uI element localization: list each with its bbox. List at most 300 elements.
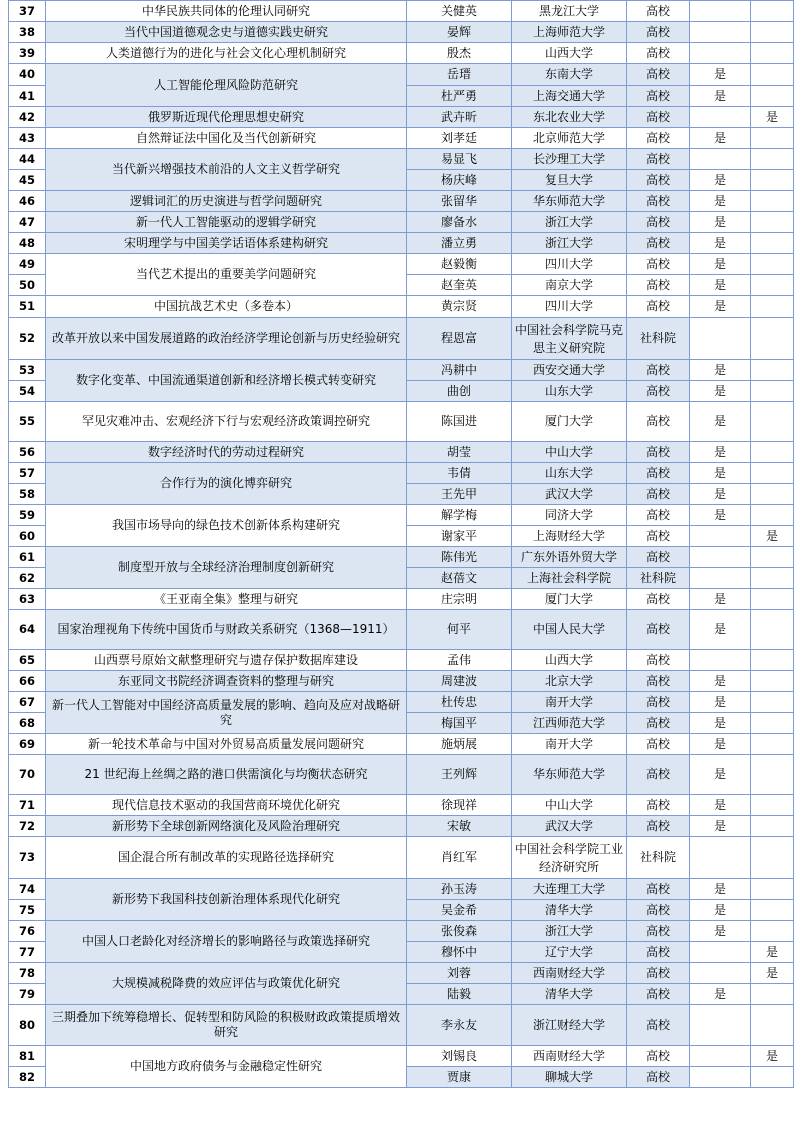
flag-column-b bbox=[751, 879, 794, 900]
institution-type: 高校 bbox=[627, 650, 690, 671]
flag-column-a bbox=[690, 1005, 751, 1046]
principal-investigator: 贾康 bbox=[407, 1067, 512, 1088]
principal-investigator: 吴金希 bbox=[407, 900, 512, 921]
institution-type: 高校 bbox=[627, 547, 690, 568]
project-title: 国家治理视角下传统中国货币与财政关系研究（1368—1911） bbox=[46, 610, 407, 650]
institution-type: 高校 bbox=[627, 43, 690, 64]
flag-column-b bbox=[751, 1067, 794, 1088]
project-title: 当代艺术提出的重要美学问题研究 bbox=[46, 254, 407, 296]
row-number: 70 bbox=[9, 755, 46, 795]
table-row bbox=[9, 212, 794, 233]
row-number: 40 bbox=[9, 64, 46, 86]
flag-column-b: 是 bbox=[751, 107, 794, 128]
project-title: 宋明理学与中国美学话语体系建构研究 bbox=[46, 233, 407, 254]
project-title: 新形势下我国科技创新治理体系现代化研究 bbox=[46, 879, 407, 921]
project-title: 改革开放以来中国发展道路的政治经济学理论创新与历史经验研究 bbox=[46, 318, 407, 360]
institution-type: 高校 bbox=[627, 984, 690, 1005]
flag-column-b bbox=[751, 360, 794, 381]
institution-type: 高校 bbox=[627, 233, 690, 254]
institution-type: 高校 bbox=[627, 1005, 690, 1046]
institution-type: 高校 bbox=[627, 296, 690, 318]
institution-type: 高校 bbox=[627, 692, 690, 713]
flag-column-a bbox=[690, 963, 751, 984]
project-title: 数字经济时代的劳动过程研究 bbox=[46, 442, 407, 463]
row-number: 67 bbox=[9, 692, 46, 713]
row-number: 50 bbox=[9, 275, 46, 296]
row-number: 53 bbox=[9, 360, 46, 381]
row-number: 71 bbox=[9, 795, 46, 816]
flag-column-a: 是 bbox=[690, 233, 751, 254]
flag-column-b bbox=[751, 547, 794, 568]
flag-column-b bbox=[751, 984, 794, 1005]
institution: 南开大学 bbox=[512, 692, 627, 713]
row-number: 62 bbox=[9, 568, 46, 589]
institution-type: 高校 bbox=[627, 505, 690, 526]
flag-column-b bbox=[751, 86, 794, 107]
institution-type: 高校 bbox=[627, 879, 690, 900]
institution: 东南大学 bbox=[512, 64, 627, 86]
project-title: 《王亚南全集》整理与研究 bbox=[46, 589, 407, 610]
table-row bbox=[9, 671, 794, 692]
institution: 山西大学 bbox=[512, 650, 627, 671]
table-row bbox=[9, 149, 794, 170]
institution-type: 高校 bbox=[627, 671, 690, 692]
table-row bbox=[9, 318, 794, 360]
table-row bbox=[9, 402, 794, 442]
project-title: 当代中国道德观念史与道德实践史研究 bbox=[46, 22, 407, 43]
table-row bbox=[9, 650, 794, 671]
flag-column-a: 是 bbox=[690, 296, 751, 318]
flag-column-a: 是 bbox=[690, 64, 751, 86]
institution-type: 高校 bbox=[627, 795, 690, 816]
institution-type: 高校 bbox=[627, 921, 690, 942]
flag-column-b bbox=[751, 692, 794, 713]
table-row bbox=[9, 22, 794, 43]
table-row bbox=[9, 879, 794, 900]
principal-investigator: 陆毅 bbox=[407, 984, 512, 1005]
project-title: 我国市场导向的绿色技术创新体系构建研究 bbox=[46, 505, 407, 547]
institution-type: 高校 bbox=[627, 64, 690, 86]
table-row bbox=[9, 254, 794, 275]
flag-column-b bbox=[751, 1005, 794, 1046]
flag-column-b bbox=[751, 837, 794, 879]
flag-column-b bbox=[751, 1, 794, 22]
institution: 广东外语外贸大学 bbox=[512, 547, 627, 568]
project-title: 中国人口老龄化对经济增长的影响路径与政策选择研究 bbox=[46, 921, 407, 963]
flag-column-a bbox=[690, 650, 751, 671]
table-row bbox=[9, 191, 794, 212]
project-title: 中国抗战艺术史（多卷本） bbox=[46, 296, 407, 318]
table-row bbox=[9, 128, 794, 149]
flag-column-a: 是 bbox=[690, 484, 751, 505]
flag-column-a: 是 bbox=[690, 86, 751, 107]
row-number: 42 bbox=[9, 107, 46, 128]
project-title: 数字化变革、中国流通渠道创新和经济增长模式转变研究 bbox=[46, 360, 407, 402]
flag-column-a bbox=[690, 149, 751, 170]
flag-column-a bbox=[690, 837, 751, 879]
institution: 清华大学 bbox=[512, 900, 627, 921]
project-title: 俄罗斯近现代伦理思想史研究 bbox=[46, 107, 407, 128]
project-title: 21 世纪海上丝绸之路的港口供需演化与均衡状态研究 bbox=[46, 755, 407, 795]
table-row bbox=[9, 43, 794, 64]
flag-column-a: 是 bbox=[690, 984, 751, 1005]
table-row bbox=[9, 816, 794, 837]
principal-investigator: 孟伟 bbox=[407, 650, 512, 671]
institution: 长沙理工大学 bbox=[512, 149, 627, 170]
institution-type: 高校 bbox=[627, 900, 690, 921]
institution-type: 高校 bbox=[627, 170, 690, 191]
principal-investigator: 肖红军 bbox=[407, 837, 512, 879]
institution: 西南财经大学 bbox=[512, 963, 627, 984]
table-row bbox=[9, 505, 794, 526]
flag-column-b bbox=[751, 170, 794, 191]
institution: 浙江大学 bbox=[512, 212, 627, 233]
institution: 上海师范大学 bbox=[512, 22, 627, 43]
principal-investigator: 徐现祥 bbox=[407, 795, 512, 816]
row-number: 60 bbox=[9, 526, 46, 547]
flag-column-b bbox=[751, 442, 794, 463]
principal-investigator: 刘锡良 bbox=[407, 1046, 512, 1067]
flag-column-b bbox=[751, 921, 794, 942]
table-row bbox=[9, 107, 794, 128]
flag-column-b bbox=[751, 795, 794, 816]
flag-column-a: 是 bbox=[690, 360, 751, 381]
flag-column-b bbox=[751, 381, 794, 402]
project-title: 新一代人工智能驱动的逻辑学研究 bbox=[46, 212, 407, 233]
institution: 浙江财经大学 bbox=[512, 1005, 627, 1046]
row-number: 63 bbox=[9, 589, 46, 610]
flag-column-a: 是 bbox=[690, 463, 751, 484]
institution-type: 高校 bbox=[627, 149, 690, 170]
institution: 西南财经大学 bbox=[512, 1046, 627, 1067]
flag-column-a bbox=[690, 942, 751, 963]
principal-investigator: 赵奎英 bbox=[407, 275, 512, 296]
flag-column-a bbox=[690, 107, 751, 128]
flag-column-b bbox=[751, 900, 794, 921]
flag-column-a bbox=[690, 526, 751, 547]
project-title: 制度型开放与全球经济治理制度创新研究 bbox=[46, 547, 407, 589]
flag-column-b bbox=[751, 191, 794, 212]
table-row bbox=[9, 921, 794, 942]
project-title: 自然辩证法中国化及当代创新研究 bbox=[46, 128, 407, 149]
row-number: 82 bbox=[9, 1067, 46, 1088]
row-number: 78 bbox=[9, 963, 46, 984]
principal-investigator: 武卉昕 bbox=[407, 107, 512, 128]
principal-investigator: 冯耕中 bbox=[407, 360, 512, 381]
institution-type: 高校 bbox=[627, 526, 690, 547]
flag-column-a: 是 bbox=[690, 254, 751, 275]
institution: 中国社会科学院工业经济研究所 bbox=[512, 837, 627, 879]
table-row bbox=[9, 837, 794, 879]
institution: 辽宁大学 bbox=[512, 942, 627, 963]
row-number: 68 bbox=[9, 713, 46, 734]
flag-column-b bbox=[751, 275, 794, 296]
institution: 南开大学 bbox=[512, 734, 627, 755]
principal-investigator: 张俊森 bbox=[407, 921, 512, 942]
flag-column-b: 是 bbox=[751, 963, 794, 984]
principal-investigator: 施炳展 bbox=[407, 734, 512, 755]
row-number: 61 bbox=[9, 547, 46, 568]
row-number: 69 bbox=[9, 734, 46, 755]
project-title: 当代新兴增强技术前沿的人文主义哲学研究 bbox=[46, 149, 407, 191]
flag-column-a: 是 bbox=[690, 505, 751, 526]
row-number: 45 bbox=[9, 170, 46, 191]
institution-type: 高校 bbox=[627, 755, 690, 795]
flag-column-a: 是 bbox=[690, 381, 751, 402]
institution-type: 高校 bbox=[627, 128, 690, 149]
principal-investigator: 杜严勇 bbox=[407, 86, 512, 107]
flag-column-a: 是 bbox=[690, 900, 751, 921]
principal-investigator: 杨庆峰 bbox=[407, 170, 512, 191]
institution: 中国社会科学院马克思主义研究院 bbox=[512, 318, 627, 360]
principal-investigator: 孙玉涛 bbox=[407, 879, 512, 900]
flag-column-b bbox=[751, 671, 794, 692]
principal-investigator: 程恩富 bbox=[407, 318, 512, 360]
institution: 黑龙江大学 bbox=[512, 1, 627, 22]
institution: 上海交通大学 bbox=[512, 86, 627, 107]
flag-column-b bbox=[751, 128, 794, 149]
table-row bbox=[9, 963, 794, 984]
table-row bbox=[9, 1, 794, 22]
institution-type: 高校 bbox=[627, 463, 690, 484]
principal-investigator: 黄宗贤 bbox=[407, 296, 512, 318]
table-row bbox=[9, 734, 794, 755]
table-row bbox=[9, 360, 794, 381]
principal-investigator: 解学梅 bbox=[407, 505, 512, 526]
row-number: 48 bbox=[9, 233, 46, 254]
institution-type: 高校 bbox=[627, 381, 690, 402]
row-number: 41 bbox=[9, 86, 46, 107]
flag-column-b bbox=[751, 484, 794, 505]
flag-column-b bbox=[751, 755, 794, 795]
principal-investigator: 刘孝廷 bbox=[407, 128, 512, 149]
project-table bbox=[8, 0, 794, 1088]
principal-investigator: 曲创 bbox=[407, 381, 512, 402]
flag-column-a: 是 bbox=[690, 921, 751, 942]
principal-investigator: 赵毅衡 bbox=[407, 254, 512, 275]
flag-column-b bbox=[751, 296, 794, 318]
row-number: 66 bbox=[9, 671, 46, 692]
project-title: 新形势下全球创新网络演化及风险治理研究 bbox=[46, 816, 407, 837]
principal-investigator: 廖备水 bbox=[407, 212, 512, 233]
flag-column-b bbox=[751, 233, 794, 254]
flag-column-b bbox=[751, 212, 794, 233]
row-number: 54 bbox=[9, 381, 46, 402]
institution: 江西师范大学 bbox=[512, 713, 627, 734]
principal-investigator: 陈国进 bbox=[407, 402, 512, 442]
row-number: 46 bbox=[9, 191, 46, 212]
principal-investigator: 宋敏 bbox=[407, 816, 512, 837]
flag-column-a: 是 bbox=[690, 795, 751, 816]
row-number: 73 bbox=[9, 837, 46, 879]
project-title: 合作行为的演化博弈研究 bbox=[46, 463, 407, 505]
row-number: 37 bbox=[9, 1, 46, 22]
principal-investigator: 潘立勇 bbox=[407, 233, 512, 254]
flag-column-b: 是 bbox=[751, 1046, 794, 1067]
flag-column-b bbox=[751, 713, 794, 734]
project-title: 新一轮技术革命与中国对外贸易高质量发展问题研究 bbox=[46, 734, 407, 755]
table-row bbox=[9, 463, 794, 484]
flag-column-a bbox=[690, 547, 751, 568]
row-number: 75 bbox=[9, 900, 46, 921]
institution: 四川大学 bbox=[512, 296, 627, 318]
institution: 中山大学 bbox=[512, 442, 627, 463]
principal-investigator: 易显飞 bbox=[407, 149, 512, 170]
flag-column-b bbox=[751, 568, 794, 589]
table-row bbox=[9, 547, 794, 568]
flag-column-b bbox=[751, 22, 794, 43]
flag-column-a bbox=[690, 568, 751, 589]
flag-column-a: 是 bbox=[690, 191, 751, 212]
flag-column-b: 是 bbox=[751, 526, 794, 547]
row-number: 74 bbox=[9, 879, 46, 900]
flag-column-a bbox=[690, 1, 751, 22]
flag-column-a: 是 bbox=[690, 589, 751, 610]
institution: 北京师范大学 bbox=[512, 128, 627, 149]
flag-column-a: 是 bbox=[690, 879, 751, 900]
institution: 厦门大学 bbox=[512, 402, 627, 442]
flag-column-a: 是 bbox=[690, 212, 751, 233]
table-row bbox=[9, 692, 794, 713]
flag-column-b bbox=[751, 505, 794, 526]
project-title: 罕见灾难冲击、宏观经济下行与宏观经济政策调控研究 bbox=[46, 402, 407, 442]
project-title: 逻辑词汇的历史演进与哲学问题研究 bbox=[46, 191, 407, 212]
project-title: 人工智能伦理风险防范研究 bbox=[46, 64, 407, 107]
flag-column-b bbox=[751, 734, 794, 755]
row-number: 58 bbox=[9, 484, 46, 505]
row-number: 64 bbox=[9, 610, 46, 650]
principal-investigator: 赵蓓文 bbox=[407, 568, 512, 589]
institution: 东北农业大学 bbox=[512, 107, 627, 128]
institution-type: 高校 bbox=[627, 816, 690, 837]
flag-column-b bbox=[751, 149, 794, 170]
institution: 上海财经大学 bbox=[512, 526, 627, 547]
flag-column-a: 是 bbox=[690, 442, 751, 463]
flag-column-a: 是 bbox=[690, 128, 751, 149]
institution-type: 社科院 bbox=[627, 318, 690, 360]
flag-column-a bbox=[690, 1067, 751, 1088]
flag-column-a: 是 bbox=[690, 734, 751, 755]
institution: 浙江大学 bbox=[512, 921, 627, 942]
flag-column-a: 是 bbox=[690, 713, 751, 734]
project-table-body bbox=[9, 1, 794, 1088]
table-row bbox=[9, 610, 794, 650]
institution: 武汉大学 bbox=[512, 816, 627, 837]
institution: 聊城大学 bbox=[512, 1067, 627, 1088]
institution-type: 高校 bbox=[627, 734, 690, 755]
row-number: 47 bbox=[9, 212, 46, 233]
flag-column-b bbox=[751, 816, 794, 837]
institution-type: 高校 bbox=[627, 1067, 690, 1088]
row-number: 52 bbox=[9, 318, 46, 360]
institution-type: 社科院 bbox=[627, 568, 690, 589]
institution: 西安交通大学 bbox=[512, 360, 627, 381]
row-number: 55 bbox=[9, 402, 46, 442]
institution-type: 高校 bbox=[627, 107, 690, 128]
principal-investigator: 李永友 bbox=[407, 1005, 512, 1046]
project-title: 新一代人工智能对中国经济高质量发展的影响、趋向及应对战略研究 bbox=[46, 692, 407, 734]
institution: 山东大学 bbox=[512, 463, 627, 484]
row-number: 49 bbox=[9, 254, 46, 275]
institution-type: 高校 bbox=[627, 86, 690, 107]
table-row bbox=[9, 442, 794, 463]
institution: 中山大学 bbox=[512, 795, 627, 816]
principal-investigator: 梅国平 bbox=[407, 713, 512, 734]
institution: 上海社会科学院 bbox=[512, 568, 627, 589]
principal-investigator: 晏辉 bbox=[407, 22, 512, 43]
flag-column-a: 是 bbox=[690, 671, 751, 692]
institution-type: 高校 bbox=[627, 212, 690, 233]
institution-type: 高校 bbox=[627, 942, 690, 963]
flag-column-b bbox=[751, 254, 794, 275]
row-number: 80 bbox=[9, 1005, 46, 1046]
flag-column-a bbox=[690, 22, 751, 43]
principal-investigator: 殷杰 bbox=[407, 43, 512, 64]
institution: 山西大学 bbox=[512, 43, 627, 64]
flag-column-b bbox=[751, 64, 794, 86]
institution: 厦门大学 bbox=[512, 589, 627, 610]
project-title: 中华民族共同体的伦理认同研究 bbox=[46, 1, 407, 22]
principal-investigator: 韦倩 bbox=[407, 463, 512, 484]
institution-type: 高校 bbox=[627, 191, 690, 212]
institution: 华东师范大学 bbox=[512, 191, 627, 212]
institution-type: 高校 bbox=[627, 484, 690, 505]
row-number: 59 bbox=[9, 505, 46, 526]
institution: 同济大学 bbox=[512, 505, 627, 526]
row-number: 56 bbox=[9, 442, 46, 463]
institution-type: 高校 bbox=[627, 1, 690, 22]
institution: 华东师范大学 bbox=[512, 755, 627, 795]
principal-investigator: 张留华 bbox=[407, 191, 512, 212]
institution-type: 高校 bbox=[627, 442, 690, 463]
principal-investigator: 谢家平 bbox=[407, 526, 512, 547]
flag-column-a bbox=[690, 318, 751, 360]
row-number: 51 bbox=[9, 296, 46, 318]
row-number: 39 bbox=[9, 43, 46, 64]
institution-type: 高校 bbox=[627, 402, 690, 442]
row-number: 44 bbox=[9, 149, 46, 170]
table-row bbox=[9, 589, 794, 610]
flag-column-a: 是 bbox=[690, 816, 751, 837]
flag-column-b bbox=[751, 650, 794, 671]
institution-type: 高校 bbox=[627, 254, 690, 275]
flag-column-b bbox=[751, 318, 794, 360]
project-title: 东亚同文书院经济调查资料的整理与研究 bbox=[46, 671, 407, 692]
principal-investigator: 关健英 bbox=[407, 1, 512, 22]
project-title: 中国地方政府债务与金融稳定性研究 bbox=[46, 1046, 407, 1088]
flag-column-a: 是 bbox=[690, 170, 751, 191]
principal-investigator: 杜传忠 bbox=[407, 692, 512, 713]
institution: 北京大学 bbox=[512, 671, 627, 692]
institution: 清华大学 bbox=[512, 984, 627, 1005]
institution-type: 社科院 bbox=[627, 837, 690, 879]
flag-column-a: 是 bbox=[690, 755, 751, 795]
project-title: 国企混合所有制改革的实现路径选择研究 bbox=[46, 837, 407, 879]
institution: 大连理工大学 bbox=[512, 879, 627, 900]
institution-type: 高校 bbox=[627, 589, 690, 610]
flag-column-a bbox=[690, 1046, 751, 1067]
row-number: 38 bbox=[9, 22, 46, 43]
row-number: 81 bbox=[9, 1046, 46, 1067]
institution-type: 高校 bbox=[627, 610, 690, 650]
table-row bbox=[9, 1046, 794, 1067]
institution: 南京大学 bbox=[512, 275, 627, 296]
institution-type: 高校 bbox=[627, 275, 690, 296]
row-number: 72 bbox=[9, 816, 46, 837]
project-title: 人类道德行为的进化与社会文化心理机制研究 bbox=[46, 43, 407, 64]
table-row bbox=[9, 1005, 794, 1046]
flag-column-b bbox=[751, 463, 794, 484]
